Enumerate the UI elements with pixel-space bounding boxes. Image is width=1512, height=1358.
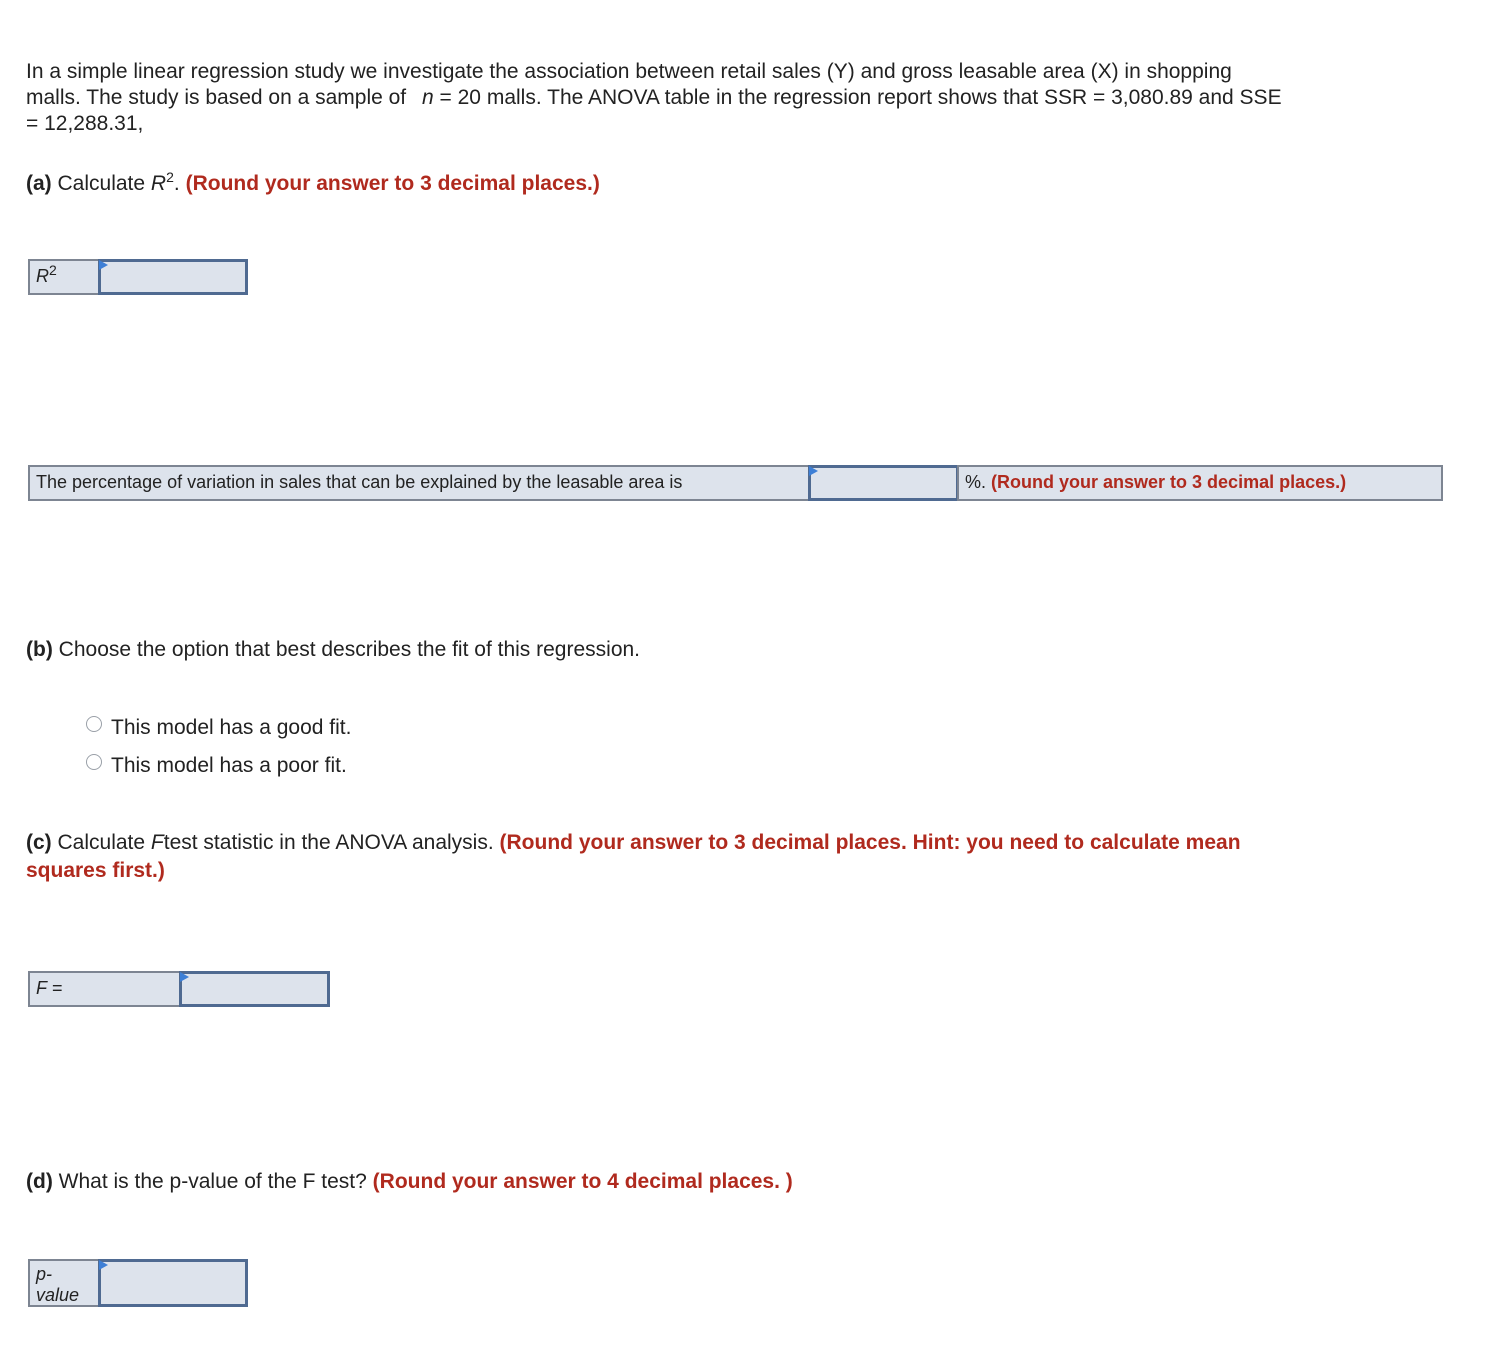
part-a-instruction: (Round your answer to 3 decimal places.) (185, 172, 600, 195)
problem-statement-line-3: = 12,288.31, (26, 112, 144, 135)
part-d-instruction: (Round your answer to 4 decimal places. ) (372, 1170, 793, 1193)
p-value-label-cell: p- value (28, 1259, 100, 1307)
answer-flag-icon (809, 466, 818, 476)
f-stat-input[interactable] (179, 971, 330, 1007)
option-poor-fit-label[interactable]: This model has a poor fit. (111, 754, 347, 777)
problem-statement (26, 59, 1446, 137)
r-squared-input[interactable] (98, 259, 248, 295)
part-b-question: (b) Choose the option that best describes the fit of this regression. (26, 638, 641, 661)
problem-statement-line-1: In a simple linear regression study we investigate the association between retail sales (Y) and gross leasable area (X) in shopping (26, 60, 1232, 83)
percentage-label-cell: The percentage of variation in sales that can be explained by the leasable area is (28, 465, 810, 501)
part-c-tag: (c) (26, 831, 52, 854)
part-d-tag: (d) (26, 1170, 53, 1193)
option-good-fit-label[interactable]: This model has a good fit. (111, 716, 352, 739)
percentage-input[interactable] (808, 465, 959, 501)
r-squared-label-cell: $R^2$ (28, 259, 100, 295)
part-a-tag: (a) (26, 172, 52, 195)
part-a-question: (a) Calculate $R^2$. (Round your answer to 3 decimal places.) (26, 169, 600, 195)
part-c-question: (c) Calculate Ftest statistic in the ANOVA analysis. (Round your answer to 3 decimal places. Hint: you need to calculate mean squares first.) (26, 831, 1241, 882)
answer-flag-icon (99, 260, 108, 270)
percentage-suffix-cell: %. (Round your answer to 3 decimal places.) (957, 465, 1443, 501)
radio-good-fit[interactable] (86, 716, 102, 732)
part-b-tag: (b) (26, 638, 53, 661)
answer-flag-icon (99, 1260, 108, 1270)
p-value-input[interactable] (98, 1259, 248, 1307)
radio-poor-fit[interactable] (86, 754, 102, 770)
f-stat-label-cell: F = (28, 971, 182, 1007)
part-d-question: (d) What is the p-value of the F test? (Round your answer to 4 decimal places. ) (26, 1170, 793, 1193)
part-c-instruction: (Round your answer to 3 decimal places. Hint: you need to calculate mean (499, 831, 1241, 854)
answer-flag-icon (180, 972, 189, 982)
n-variable: n (422, 86, 434, 109)
problem-statement-line-2: malls. The study is based on a sample of n = 20 malls. The ANOVA table in the regression report shows that SSR = 3,080.89 and SSE (26, 86, 1282, 109)
